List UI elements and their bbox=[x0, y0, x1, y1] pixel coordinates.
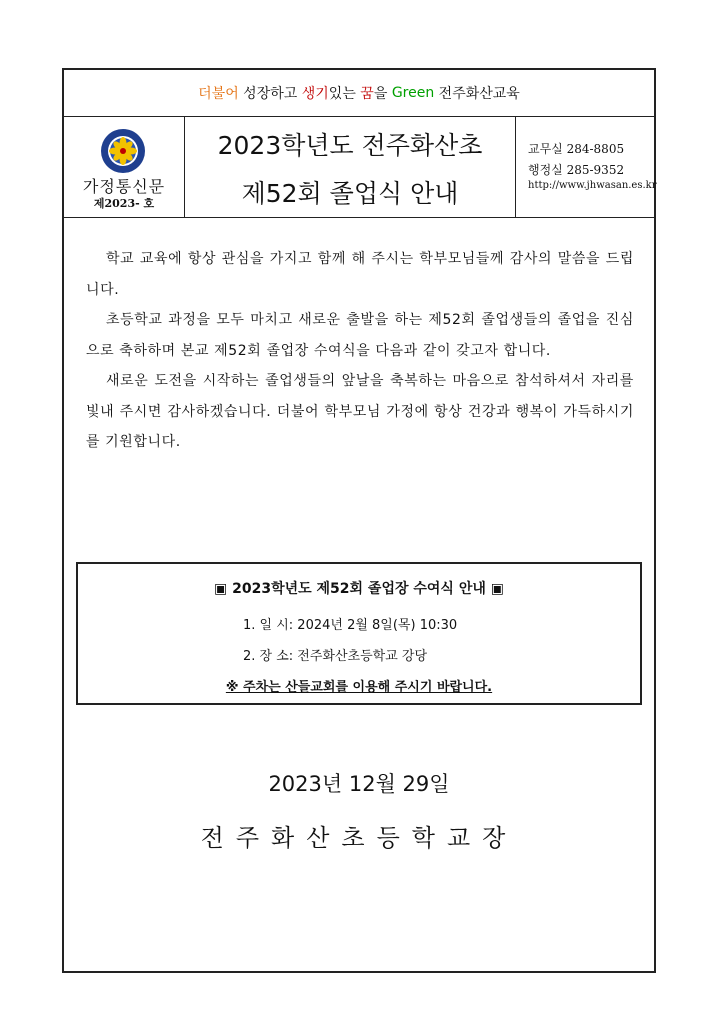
slogan-segment: 을 bbox=[373, 86, 392, 102]
slogan-segment: 성장하고 bbox=[238, 86, 302, 102]
school-emblem-icon bbox=[100, 128, 146, 174]
slogan-segment: Green bbox=[391, 85, 435, 101]
header-table bbox=[64, 116, 657, 218]
slogan-segment: 더불어 bbox=[198, 86, 239, 102]
parking-note: ※ 주차는 산들교회를 이용해 주시기 바랍니다. bbox=[225, 680, 493, 695]
slogan-segment: 있는 bbox=[328, 86, 361, 102]
newsletter-name: 가정통신문 bbox=[82, 177, 166, 196]
slogan-segment: 전주화산교육 bbox=[434, 86, 520, 102]
contact-cell bbox=[516, 116, 657, 217]
principal-signature: 전주화산초등학교장 bbox=[200, 824, 518, 852]
body-paragraph: 초등학교 과정을 모두 마치고 새로운 출발을 하는 제52회 졸업생들의 졸업을 진심으로 축하하며 본교 제52회 졸업장 수여식을 다음과 같이 갖고자 합니다. bbox=[86, 312, 634, 359]
body-paragraph: 학교 교육에 항상 관심을 가지고 함께 해 주시는 학부모님들께 감사의 말씀을 드립니다. bbox=[86, 251, 634, 298]
issue-number: 제2023- 호 bbox=[93, 197, 155, 210]
document-title-line2: 제52회 졸업식 안내 bbox=[241, 179, 459, 208]
ceremony-notice-box bbox=[76, 562, 642, 705]
slogan-banner bbox=[64, 70, 654, 117]
admin-phone: 행정실 285-9352 bbox=[528, 163, 625, 177]
slogan-segment: 생기 bbox=[301, 86, 329, 102]
website-link[interactable]: http://www.jhwasan.es.kr bbox=[528, 180, 657, 191]
title-cell bbox=[185, 116, 516, 217]
logo-cell bbox=[64, 116, 185, 217]
notice-datetime: 1. 일 시: 2024년 2월 8일(목) 10:30 bbox=[243, 618, 458, 633]
notice-location: 2. 장 소: 전주화산초등학교 강당 bbox=[243, 649, 428, 664]
slogan-segment: 꿈 bbox=[360, 86, 374, 102]
body-paragraph: 새로운 도전을 시작하는 졸업생들의 앞날을 축복하는 마음으로 참석하셔서 자리를 빛내 주시면 감사하겠습니다. 더불어 학부모님 가정에 항상 건강과 행복이 가득하시기를 기원합니다. bbox=[86, 373, 634, 450]
letter-body bbox=[86, 244, 634, 458]
issue-date: 2023년 12월 29일 bbox=[268, 772, 450, 796]
notice-title: ▣ 2023학년도 제52회 졸업장 수여식 안내 ▣ bbox=[214, 581, 504, 597]
newsletter-frame bbox=[62, 68, 656, 973]
document-title-line1: 2023학년도 전주화산초 bbox=[217, 131, 483, 160]
office-phone: 교무실 284-8805 bbox=[528, 142, 625, 156]
